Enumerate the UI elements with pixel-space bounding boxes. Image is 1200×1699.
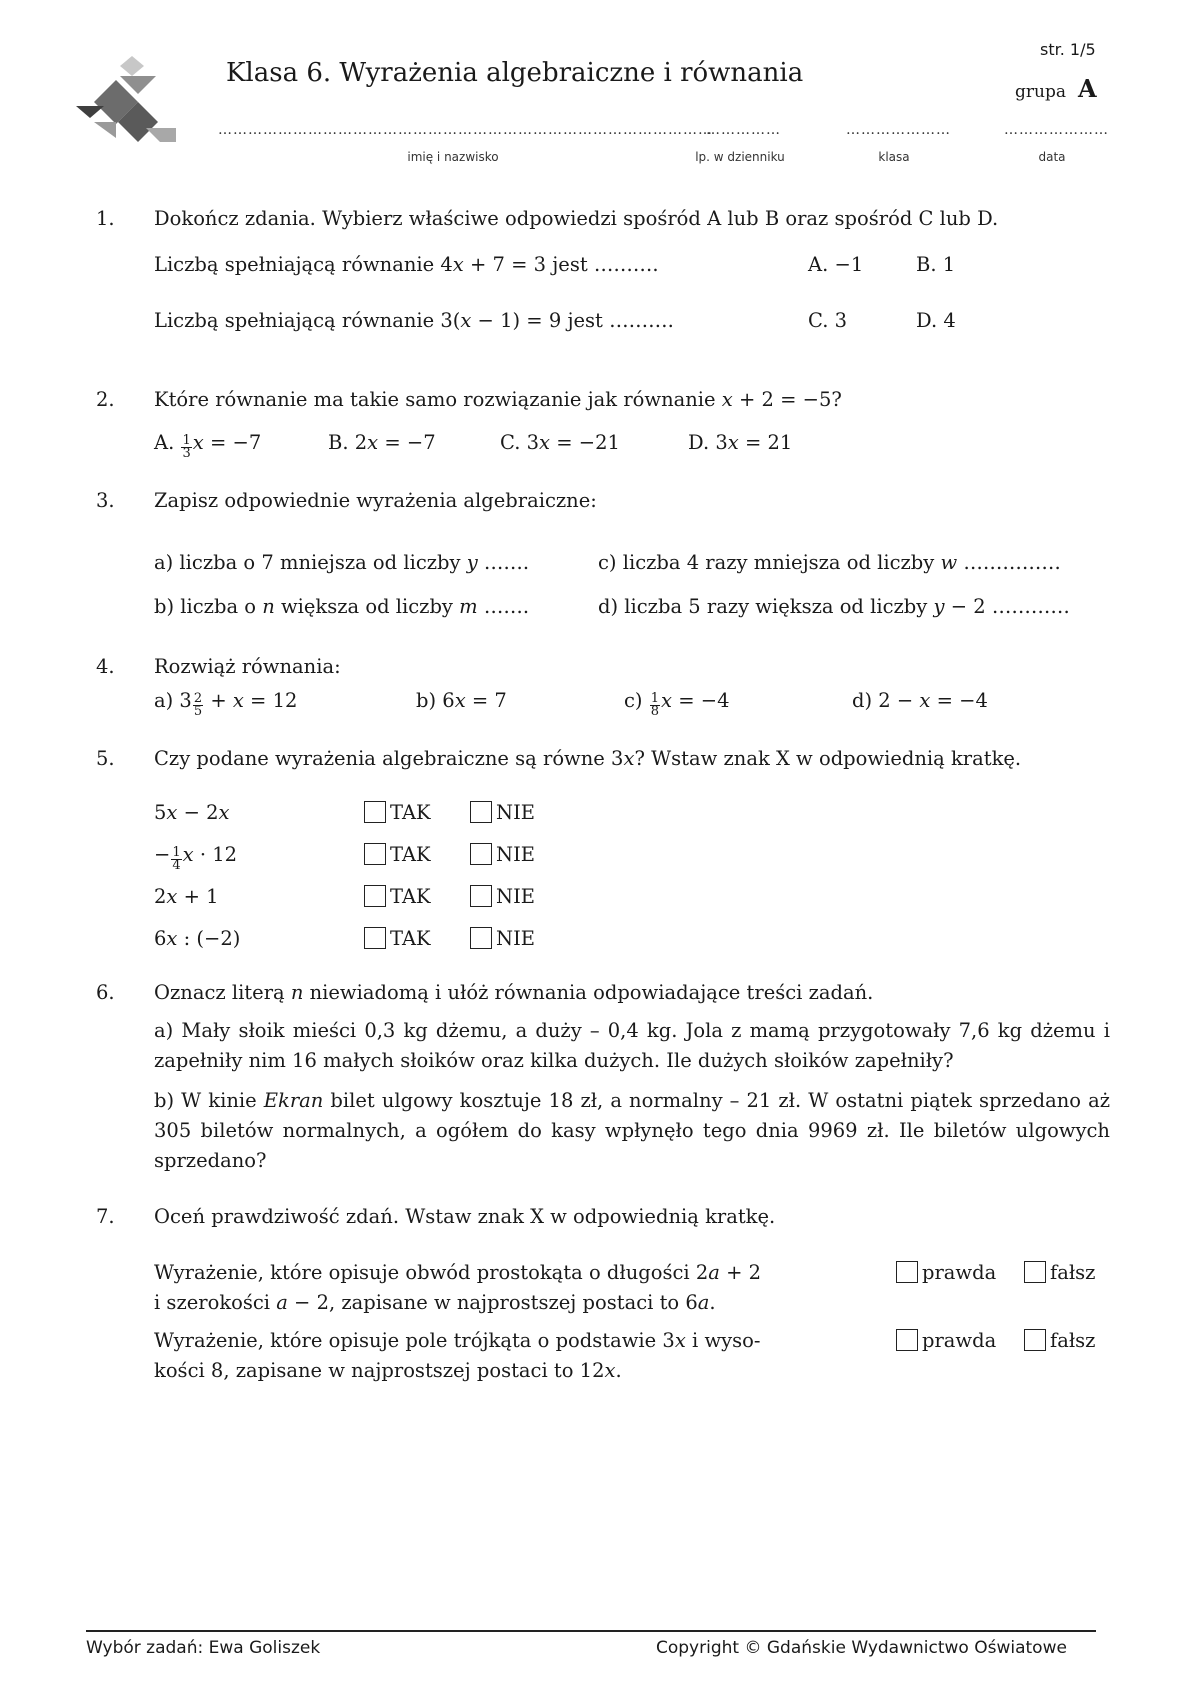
q1-option-a: A. −1: [808, 253, 864, 276]
date-field[interactable]: …………………: [1004, 122, 1109, 138]
q7-statement-2-line-1: Wyrażenie, które opisuje pole trójkąta o podstawie 3𝑥 i wyso-: [154, 1329, 761, 1352]
q4-item-c-rest: 𝑥 = −4: [661, 689, 730, 712]
fraction-one-eighth: $\frac{1}{8}$: [650, 691, 660, 719]
q4-item-a-rest: + 𝑥 = 12: [210, 689, 298, 712]
footer-copyright: Copyright © Gdańskie Wydawnictwo Oświatowe: [656, 1638, 1067, 1658]
q1-sentence-2: Liczbą spełniającą równanie 3(𝑥 − 1) = 9 jest ……….: [154, 309, 674, 332]
q2-option-d: D. 3𝑥 = 21: [688, 431, 793, 454]
q5-row4-no[interactable]: NIE: [470, 924, 535, 954]
q2-option-a-prefix: A.: [154, 431, 175, 454]
group-label: grupa: [1015, 82, 1066, 102]
q5-row4-yes[interactable]: TAK: [364, 924, 431, 954]
q2-option-b: B. 2𝑥 = −7: [328, 431, 436, 454]
publisher-logo: [76, 56, 180, 146]
checkbox[interactable]: [1024, 1329, 1046, 1351]
q5-expression-4: 6𝑥 : (−2): [154, 927, 241, 950]
worksheet-title: Klasa 6. Wyrażenia algebraiczne i równania: [226, 58, 804, 88]
q3-item-c: c) liczba 4 razy mniejsza od liczby 𝑤 ……………: [598, 551, 1061, 574]
q3-item-d: d) liczba 5 razy większa od liczby 𝑦 − 2 …………: [598, 595, 1070, 618]
q7-statement-2-line-2: kości 8, zapisane w najprostszej postaci to 12𝑥.: [154, 1359, 622, 1382]
q7-statement-1-line-1: Wyrażenie, które opisuje obwód prostokąta o długości 2𝑎 + 2: [154, 1261, 762, 1284]
q4-item-a: [154, 686, 297, 718]
page-number: str. 1/5: [1040, 40, 1096, 59]
q5-text: Czy podane wyrażenia algebraiczne są równe 3𝑥? Wstaw znak X w odpowiednią kratkę.: [154, 747, 1022, 770]
checkbox[interactable]: [364, 843, 386, 865]
q7-s2-true[interactable]: prawda: [896, 1326, 996, 1356]
q2-option-c: C. 3𝑥 = −21: [500, 431, 620, 454]
q4-item-b: b) 6𝑥 = 7: [416, 689, 507, 712]
fraction-one-quarter: $\frac{1}{4}$: [172, 845, 181, 873]
q5-number: 5.: [96, 747, 115, 770]
q5-row3-no[interactable]: NIE: [470, 882, 535, 912]
q4-number: 4.: [96, 655, 115, 678]
checkbox[interactable]: [470, 801, 492, 823]
q3-item-a: a) liczba o 7 mniejsza od liczby 𝑦 …….: [154, 551, 530, 574]
checkbox[interactable]: [470, 927, 492, 949]
checkbox[interactable]: [470, 885, 492, 907]
class-caption: klasa: [878, 150, 910, 164]
q4-text: Rozwiąż równania:: [154, 655, 341, 678]
group-indicator: [1015, 74, 1097, 103]
cinema-name: Ekran: [263, 1089, 324, 1112]
class-field[interactable]: …………………: [846, 122, 951, 138]
checkbox[interactable]: [364, 801, 386, 823]
q5-row1-yes[interactable]: TAK: [364, 798, 431, 828]
class-number-field[interactable]: ……………: [706, 122, 781, 138]
q3-number: 3.: [96, 489, 115, 512]
q5-row1-no[interactable]: NIE: [470, 798, 535, 828]
checkbox[interactable]: [896, 1329, 918, 1351]
q7-text: Oceń prawdziwość zdań. Wstaw znak X w odpowiednią kratkę.: [154, 1205, 776, 1228]
checkbox[interactable]: [364, 927, 386, 949]
q1-number: 1.: [96, 207, 115, 230]
name-caption: imię i nazwisko: [407, 150, 499, 164]
fraction-one-third: $\frac{1}{3}$: [182, 433, 191, 461]
q2-number: 2.: [96, 388, 115, 411]
q1-sentence-1: Liczbą spełniającą równanie 4𝑥 + 7 = 3 jest ……….: [154, 253, 659, 276]
q2-option-a: [154, 428, 261, 460]
fraction-two-fifths: $\frac{2}{5}$: [193, 691, 203, 719]
q7-s2-false[interactable]: fałsz: [1024, 1326, 1095, 1356]
q1-text: Dokończ zdania. Wybierz właściwe odpowiedzi spośród A lub B oraz spośród C lub D.: [154, 207, 999, 230]
q5-row3-yes[interactable]: TAK: [364, 882, 431, 912]
date-caption: data: [1038, 150, 1066, 164]
q4-item-c: [624, 686, 730, 718]
checkbox[interactable]: [896, 1261, 918, 1283]
class-number-caption: lp. w dzienniku: [695, 150, 785, 164]
q6-problem-b: b) W kinie Ekran bilet ulgowy kosztuje 18 zł, a normalny – 21 zł. W ostatni piątek sprzedano aż 305 biletów normalnych, a ogółem do kasy wpłynęło tego dnia 9969 zł. Ile biletów ulgowych sprzedano?: [154, 1089, 1110, 1172]
q5-row2-yes[interactable]: TAK: [364, 840, 431, 870]
q5-expression-2: − $\frac{1}{4}$ 𝑥 · 12: [154, 843, 238, 873]
q5-expression-3: 2𝑥 + 1: [154, 885, 219, 908]
q4-item-a-prefix: a) 3: [154, 689, 192, 712]
group-value: A: [1077, 74, 1097, 103]
q7-statement-1-line-2: i szerokości 𝑎 − 2, zapisane w najprostszej postaci to 6𝑎.: [154, 1291, 716, 1314]
checkbox[interactable]: [470, 843, 492, 865]
checkbox[interactable]: [1024, 1261, 1046, 1283]
q5-row2-no[interactable]: NIE: [470, 840, 535, 870]
q1-option-d: D. 4: [916, 309, 956, 332]
footer-author: Wybór zadań: Ewa Goliszek: [86, 1638, 321, 1658]
q6-text: Oznacz literą 𝑛 niewiadomą i ułóż równania odpowiadające treści zadań.: [154, 981, 874, 1004]
q4-item-d: d) 2 − 𝑥 = −4: [852, 689, 988, 712]
footer-divider: [86, 1630, 1096, 1632]
q7-number: 7.: [96, 1205, 115, 1228]
q3-item-b: b) liczba o 𝑛 większa od liczby 𝑚 …….: [154, 595, 530, 618]
q6-problem-a: a) Mały słoik mieści 0,3 kg dżemu, a duży – 0,4 kg. Jola z mamą przygotowały 7,6 kg dżemu i zapełniły nim 16 małych słoików oraz kilka dużych. Ile dużych słoików zapełniły?: [154, 1019, 1110, 1072]
checkbox[interactable]: [364, 885, 386, 907]
q3-text: Zapisz odpowiednie wyrażenia algebraiczne:: [154, 489, 597, 512]
name-field[interactable]: ………………………………………………………………………………………: [218, 122, 713, 138]
q4-item-c-prefix: c): [624, 689, 643, 712]
q2-text: Które równanie ma takie samo rozwiązanie jak równanie 𝑥 + 2 = −5?: [154, 388, 842, 411]
q1-option-b: B. 1: [916, 253, 956, 276]
q7-s1-true[interactable]: prawda: [896, 1258, 996, 1288]
q6-number: 6.: [96, 981, 115, 1004]
q5-expression-1: 5𝑥 − 2𝑥: [154, 801, 230, 824]
q2-option-a-rest: 𝑥 = −7: [192, 431, 262, 454]
q7-s1-false[interactable]: fałsz: [1024, 1258, 1095, 1288]
q1-option-c: C. 3: [808, 309, 848, 332]
